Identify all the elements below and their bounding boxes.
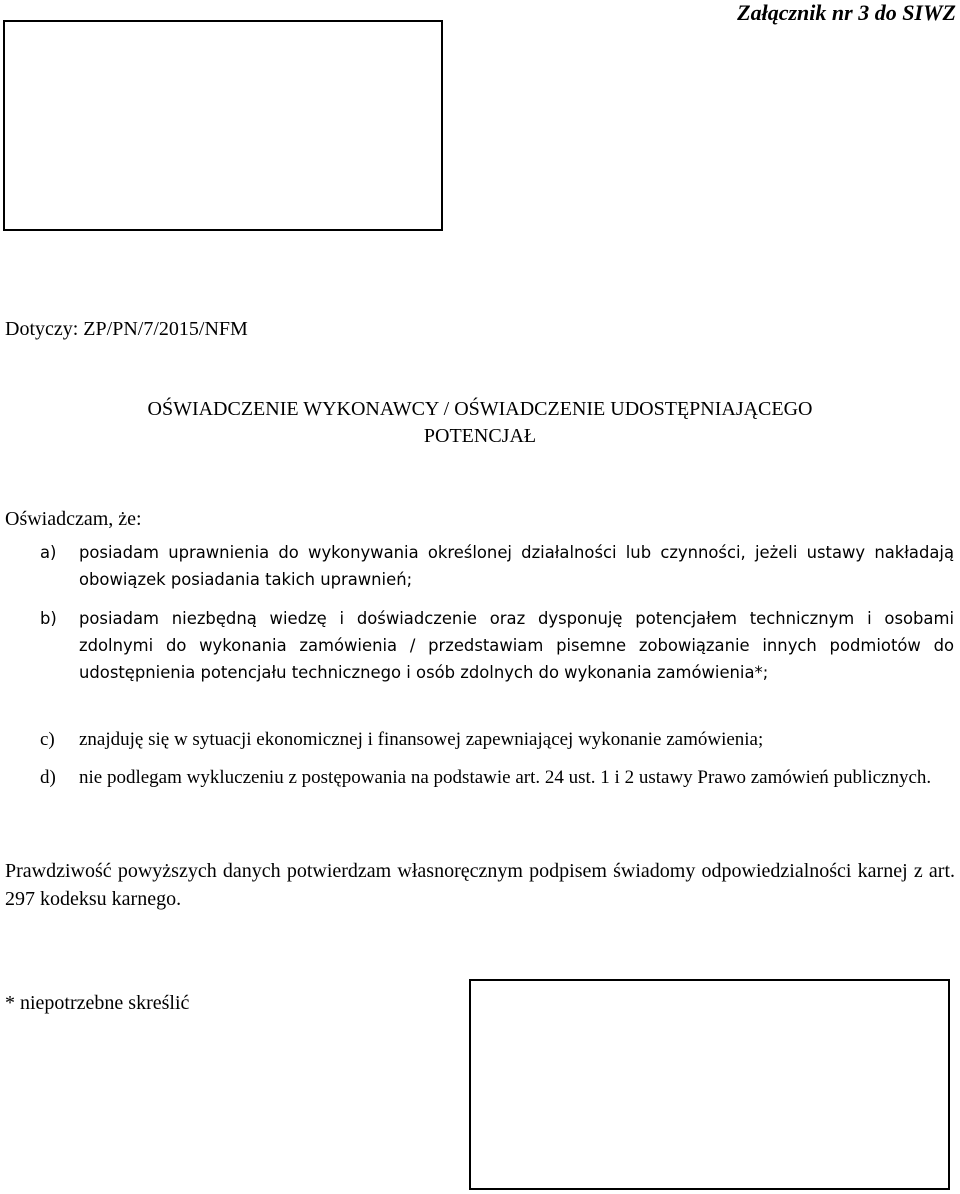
item-text: posiadam niezbędną wiedzę i doświadczenie oraz dysponuję potencjałem technicznym i osobami zdolnymi do wykonania zamówienia / przedstawiam pisemne zobowiązanie innych podmiotów do udostępnienia potencjału technicznego i osób zdolnych do wykonania zamówienia*; [79, 609, 954, 682]
document-title [0, 396, 960, 450]
item-marker: c) [40, 729, 55, 750]
annex-label: Załącznik nr 3 do SIWZ [737, 0, 956, 25]
document-title-line-1: OŚWIADCZENIE WYKONAWCY / OŚWIADCZENIE UDOSTĘPNIAJĄCEGO [147, 398, 813, 420]
declaration-item-d [40, 764, 954, 791]
item-text: nie podlegam wykluczeniu z postępowania na podstawie art. 24 ust. 1 i 2 ustawy Prawo zamówień publicznych. [79, 767, 932, 788]
document-title-line-2: POTENCJAŁ [423, 425, 537, 447]
signature-box [469, 979, 950, 1190]
footnote: * niepotrzebne skreślić [5, 992, 190, 1014]
reference-line: Dotyczy: ZP/PN/7/2015/NFM [5, 318, 248, 340]
confirmation-paragraph: Prawdziwość powyższych danych potwierdzam własnoręcznym podpisem świadomy odpowiedzialności karnej z art. 297 kodeksu karnego. [5, 860, 955, 910]
declaration-intro: Oświadczam, że: [5, 508, 142, 530]
item-marker: b) [40, 609, 57, 628]
item-marker: d) [40, 767, 56, 788]
declaration-item-b [40, 605, 954, 686]
declaration-item-a [40, 539, 954, 593]
company-stamp-box [3, 20, 443, 231]
item-text: znajduję się w sytuacji ekonomicznej i finansowej zapewniającej wykonanie zamówienia; [79, 729, 764, 750]
declaration-item-c [40, 726, 954, 753]
item-text: posiadam uprawnienia do wykonywania określonej działalności lub czynności, jeżeli ustawy nakładają obowiązek posiadania takich uprawnień; [79, 543, 954, 589]
item-marker: a) [40, 543, 57, 562]
